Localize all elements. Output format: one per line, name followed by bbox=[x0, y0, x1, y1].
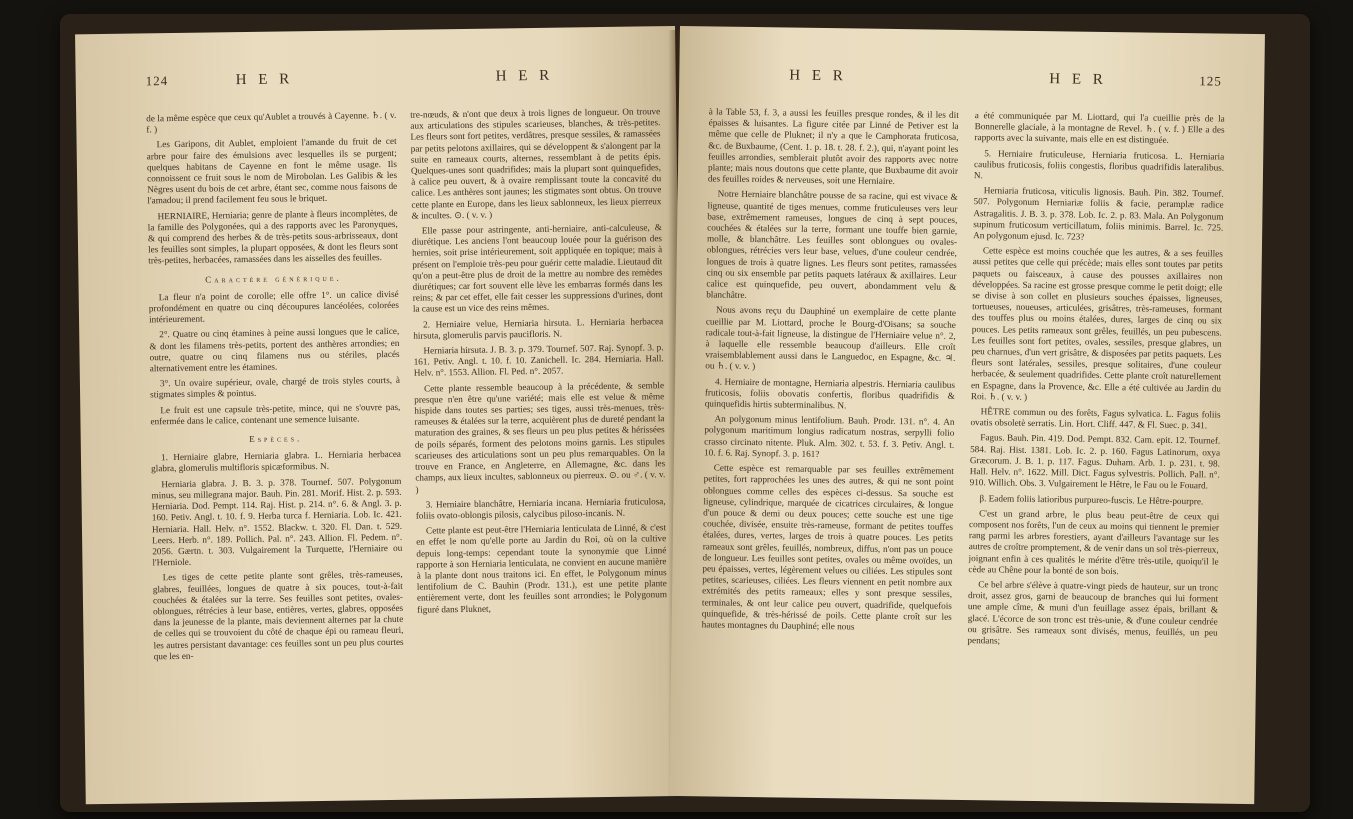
paragraph: de la même espèce que ceux qu'Aublet a trouvés à Cayenne. ♄. ( v. f. ) bbox=[146, 109, 397, 135]
running-head: H E R bbox=[495, 67, 554, 85]
page-number: 125 bbox=[1199, 73, 1222, 89]
paragraph: Elle passe pour astringente, anti-herniaire, anti-calculeuse, & diurétique. Les anciens l'ont beaucoup louée pour la guérison des hernies, soit prise intérieurement, soit appliquée en topique; mais à présent on l'emploie très-peu pour guérir cette maladie. Lieutaud dit qu'on a peut-être plus de droit de la mettre au nombre des remèdes diurétiques; car fort souvent elle lève les embarras formés dans les reins; & par cet effet, elle fait cesser les suppressions d'urines, dont la cause est un vice des reins mêmes. bbox=[411, 222, 663, 315]
paragraph: Nous avons reçu du Dauphiné un exemplaire de cette plante cueillie par M. Liottard, proche le Bourg-d'Oisans; sa souche radicale tout-à-fait ligneuse, la distingue de l'Herniaire velue n°. 2, à laquelle elle ressemble beaucoup d'ailleurs. Elle croît vraisemblablement aussi dans le Languedoc, en Espagne, &c. ♃. ou ♄. ( v. v. ) bbox=[705, 304, 957, 372]
page-number: 124 bbox=[145, 73, 169, 89]
running-head: H E R bbox=[235, 71, 294, 89]
paragraph: Herniaria hirsuta. J. B. 3. p. 379. Tournef. 507. Raj. Synopf. 3. p. 161. Petiv. Angl. t. 10. f. 10. Zanichell. Ic. 284. Herniaria. Hall. Helv. n°. 1553. Allion. Fl. Ped. n°. 2057. bbox=[413, 342, 664, 379]
running-head: H E R bbox=[1049, 71, 1107, 88]
paragraph: 3°. Un ovaire supérieur, ovale, chargé de trois styles courts, à stigmates simples & pointus. bbox=[150, 375, 400, 400]
paragraph: HÊTRE commun ou des forêts, Fagus sylvatica. L. Fagus foliis ovatis obsoletè serratis. Lin. Hort. Cliff. 447. & Fl. Suec. p. 341. bbox=[970, 406, 1221, 431]
paragraph: Notre Herniaire blanchâtre pousse de sa racine, qui est vivace & ligneuse, quantité de tiges menues, comme fruticuleuses vers leur base, extrêmement rameuses, longues de cinq à sept pouces, couchées & étalées sur la terre, formant une touffe bien garnie, molle, & blanchâtre. Les feuilles sont oblongues ou ovales-oblongues, rétrécies vers leur base, velues, d'une couleur cendrée, longues de trois à quatre lignes. Les fleurs sont petites, ramassées cinq ou six ensemble par petits paquets latéraux & axillaires. Leur calice est quinquefide, peu ouvert, abondamment velu & blanchâtre. bbox=[706, 188, 958, 301]
paragraph: Les Garipons, dit Aublet, emploient l'amande du fruit de cet arbre pour faire des émulsions avec lesquelles ils se purgent; quelques habitans de Cayenne en font le même usage. Ils connoissent ce fruit sous le nom de Mirobolan. Les Galibis & les Nègres usent du bois de cet arbre, étant sec, comme nous faisons de l'amadou; il prend facilement feu sous le briquet. bbox=[146, 136, 398, 206]
paragraph: β. Eadem foliis latioribus purpureo-fuscis. Le Hêtre-pourpre. bbox=[979, 492, 1204, 506]
paragraph: Cette plante ressemble beaucoup à la précédente, & semble presque n'en être qu'une variété; mais elle est velue & même hispide dans toutes ses parties; ses tiges, aussi très-menues, très-rameuses & étalées sur la terre, acquièrent plus de dureté pendant la maturation des graines, & ses fleurs un peu plus petites & hérissées de poils séparés, forment des pelotons moins garnis. Les stipules scarieuses des articulations sont un peu plus remarquables. On la trouve en France, en Angleterre, en Allemagne, &c. dans les champs, aux lieux incultes, sablonneux ou pierreux. ⊙. ou ♂. ( v. v. ) bbox=[414, 379, 666, 495]
paragraph: Herniaria fruticosa, viticulis lignosis. Bauh. Pin. 382. Tournef. 507. Polygonum Herniariæ foliis & facie, peramplæ radice Astragalitis. J. B. 3. p. 378. Lob. Ic. 2. p. 83. Mala. An Polygonum supinum fruticosum verticillatum, foliis minimis. Barrel. Ic. 725. An polygonum ejusd. Ic. 723? bbox=[973, 185, 1224, 242]
text-column-2 bbox=[410, 106, 669, 789]
paragraph: à la Table 53, f. 3, a aussi les feuilles presque rondes, & il les dit épaisses & luisantes. La figure citée par Linné de Petiver est la même que celle de Pluknet; il n'y a que le Camphorata fruticosa, &c. de Buxbaume, (Cent. 1. p. 18. t. 28. f. 2.), qui, n'ayant point les feuilles arrondies, semblerait plutôt avoir des rapports avec notre plante; mais nous doutons que cette plante, que Buxbaume dit avoir des feuilles roides & nerveuses, soit une Herniaire. bbox=[707, 106, 959, 187]
section-heading: Caractère générique. bbox=[205, 272, 342, 285]
text-column-1 bbox=[699, 106, 958, 789]
paragraph: Ce bel arbre s'élève à quatre-vingt pieds de hauteur, sur un tronc droit, assez gros, garni de beaucoup de branches qui lui forment une ample cîme, & muni d'un feuillage assez épais, brillant & glacé. L'écorce de son tronc est très-unie, & d'une couleur cendrée ou grisâtre. Ses rameaux sont divisés, menus, feuillés, un peu pendans; bbox=[967, 579, 1219, 646]
text-column-2 bbox=[965, 110, 1224, 793]
left-page-header bbox=[76, 66, 676, 96]
paragraph: La fleur n'a point de corolle; elle offre 1°. un calice divisé profondément en quatre ou cinq découpures lancéolées, colorées intérieurement. bbox=[148, 288, 399, 325]
right-page bbox=[669, 26, 1265, 804]
paragraph: Herniaria glabra. J. B. 3. p. 378. Tournef. 507. Polygonum minus, seu millegrana major. Bauh. Pin. 281. Morif. Hist. 2. p. 593. Herniaria. Dod. Pempt. 114. Raj. Hist. p. 214. n°. 6. & Angl. 3. p. 160. Petiv. Angl. t. 10. f. 9. Herba turca f. Herniaria. Lob. Ic. 421. Herniaria. Hall. Helv. n°. 1552. Blackw. t. 320. Fl. Dan. t. 529. Leers. Herb. n°. 189. Pollich. Pal. n°. 243. Allion. Fl. Pedem. n°. 2056. Gærtn. t. 303. Vulgairement la Turquette, l'Herniaire ou l'Herniole. bbox=[151, 475, 403, 568]
paragraph: Cette plante est peut-être l'Herniaria lenticulata de Linné, & c'est en effet le nom qu'elle porte au Jardin du Roi, où on la cultive depuis long-temps: cependant toute la synonymie que Linné rapporte à son Herniaria lenticulata, ne convient en aucune manière à la plante dont nous traitons ici. En effet, le Polygonum minus lentifolium de C. Bauhin (Prodr. 131.), est une petite plante entièrement verte, dont les feuilles sont arrondies; le Polygonum figuré dans Pluknet, bbox=[416, 522, 668, 615]
paragraph: 2°. Quatre ou cinq étamines à peine aussi longues que le calice, & dont les filamens très-petits, portent des anthères arrondies; en outre, quatre ou cinq filamens nus ou stériles, placés alternativement entre les étamines. bbox=[149, 326, 400, 374]
paragraph: Cette espèce est remarquable par ses feuilles extrêmement petites, fort rapprochées les unes des autres, & qui ne sont point oblongues comme celles des espèces ci-dessus. Sa souche est ligneuse, cylindrique, marquée de cicatrices circulaires, & longue d'un pouce & demi ou deux pouces; cette souche est une tige couchée, divisée, ensuite très-rameuse, formant de petites touffes étalées, dures, vertes, larges de trois à quatre pouces. Les petits rameaux sont grêles, feuillés, nombreux, diffus, n'ont pas un pouce de longueur. Les feuilles sont petites, ovales ou même ovoïdes, un peu épaisses, vertes, légèrement velues ou ciliées. Les stipules sont petites, scarieuses, ciliées. Les fleurs viennent en petit nombre aux extrémités des petits rameaux; elles y sont presque sessiles, terminales, & ont leur calice peu ouvert, quadrifide, quelquefois quinquefide, & très-hérissé de poils. Cette plante croît sur les hautes montagnes du Dauphiné; elle nous bbox=[701, 462, 954, 632]
paragraph: 2. Herniaire velue, Herniaria hirsuta. L. Herniaria herbacea hirsuta, glomerulis parvis paucifloris. N. bbox=[413, 315, 664, 341]
paragraph: tre-nœuds, & n'ont que deux à trois lignes de longueur. On trouve aux articulations des stipules scarieuses, blanches, & très-petites. Les fleurs sont fort petites, verdâtres, presque sessiles, & ramassées par petits pelotons axillaires, qui se développent & s'alongent par la suite en rameaux courts, alternes, ressemblant à de petits épis. Quelques-unes sont quadrifides; mais la plupart sont quinquefides, à calice peu ouvert, & à ovaire remplissant toute la concavité du calice. Les anthères sont jaunes; les stigmates sont obtus. On trouve cette plante en Europe, dans les lieux sablonneux, les lieux pierreux & incultes. ⊙. ( v. v. ) bbox=[410, 106, 662, 221]
paragraph: 5. Herniaire fruticuleuse, Herniaria fruticosa. L. Herniaria caulibus fruticosis, foliis congestis, floribus quadrifidis lateralibus. N. bbox=[973, 147, 1225, 181]
paragraph: Fagus. Bauh. Pin. 419. Dod. Pempt. 832. Cam. epit. 12. Tournef. 584. Raj. Hist. 1381. Lob. Ic. 2. p. 160. Fagus Latinorum, oxya Græcorum. J. B. 1. p. 117. Fagus. Duham. Arb. 1. p. 231. t. 98. Hall. Helv. n°. 1622. Mill. Dict. Fagus sylvestris. Pollich. Pall. n°. 910. Willich. Obs. 3. Vulgairement le Hêtre, le Fau ou le Fouard. bbox=[969, 432, 1221, 491]
running-head: H E R bbox=[789, 67, 847, 85]
right-page-header bbox=[679, 66, 1264, 96]
text-column-1 bbox=[146, 110, 405, 793]
left-page bbox=[75, 26, 686, 804]
paragraph: Cette espèce est moins couchée que les autres, & a ses feuilles aussi petites que celle qui précède; mais elles sont toutes par petits paquets ou faisceaux, à cause des pousses axillaires non développées. Sa racine est grosse presque comme le petit doigt; elle se divise à son collet en plusieurs souches épaisses, ligneuses, tortueuses, noueuses, articulées, grisâtres, très-rameuses, formant des touffes plus ou moins étalées, dures, larges de cinq ou six pouces. Les petits rameaux sont grêles, feuillés, un peu pubescens. Les feuilles sont fort petites, ovales, sessiles, presque glabres, un peu charnues, d'un vert grisâtre, & disposées par petits paquets. Les fleurs sont latérales, sessiles, presque solitaires, d'une couleur herbacée, & seulement quadrifides. Cette plante croît naturellement en Espagne, dans la Provence, &c. Elle a été cultivée au Jardin du Roi. ♄. ( v. v. ) bbox=[970, 245, 1223, 402]
section-heading: Espèces. bbox=[249, 433, 303, 445]
paragraph: 1. Herniaire glabre, Herniaria glabra. L. Herniaria herbacea glabra, glomerulis multifloris spicæformibus. N. bbox=[151, 449, 402, 474]
paragraph: C'est un grand arbre, le plus beau peut-être de ceux qui composent nos forêts, l'un de ceux au moins qui tiennent le premier rang parmi les arbres forestiers, ayant d'ailleurs l'avantage sur les autres de croître promptement, & de venir dans un sol très-pierreux, joignant enfin à ces qualités le mérite d'être très-utile, quoiqu'il le cède au Chêne pour la bonté de son bois. bbox=[968, 507, 1220, 576]
paragraph: a été communiquée par M. Liottard, qui l'a cueillie près de la Bonnerelle glaciale, à la montagne de Revel. ♄. ( v. f. ) Elle a des rapports avec la suivante, mais elle en est distinguée. bbox=[974, 110, 1225, 146]
paragraph: HERNIAIRE, Herniaria; genre de plante à fleurs incomplètes, de la famille des Polygonées, qui a des rapports avec les Paronyques, & qui comprend des herbes & de très-petits sous-arbrisseaux, dont les feuilles sont simples, la plupart opposées, & dont les fleurs sont très-petites, herbacées, ramassées dans les aisselles des feuilles. bbox=[147, 207, 399, 266]
paragraph: 3. Herniaire blanchâtre, Herniaria incana. Herniaria fruticulosa, foliis ovato-oblongis pilosis, calycibus piloso-incanis. N. bbox=[415, 495, 666, 521]
paragraph: An polygonum minus lentifolium. Bauh. Prodr. 131. n°. 4. An polygonum maritimum longius radicatum nostras, serpylli folio crasso circinato nitente. Pluk. Alm. 302. t. 53. f. 3. Petiv. Angl. t. 10. f. 6. Raj. Synopf. 3. p. 161? bbox=[703, 413, 955, 459]
paragraph: Le fruit est une capsule très-petite, mince, qui ne s'ouvre pas, enfermée dans le calice, contenant une semence luisante. bbox=[150, 401, 401, 427]
paragraph: Les tiges de cette petite plante sont grêles, très-rameuses, glabres, feuillées, longues de quatre à six pouces, tout-à-fait couchées & étalées sur la terre. Ses feuilles sont petites, ovales-oblongues, rétrécies à leur base, entières, vertes, glabres, opposées dans la jeunesse de la plante, mais deviennent alternes par la chute de celles qui se trouvoient du côté de chaque épi ou rameau fleuri, les autres persistant davantage: ces feuilles sont un peu plus courtes que les en- bbox=[152, 569, 404, 662]
paragraph: 4. Herniaire de montagne, Herniaria alpestris. Herniaria caulibus fruticosis, foliis obovatis confertis, floribus quadrifidis & quinquefidis hirtis subterminalibus. N. bbox=[704, 376, 956, 411]
